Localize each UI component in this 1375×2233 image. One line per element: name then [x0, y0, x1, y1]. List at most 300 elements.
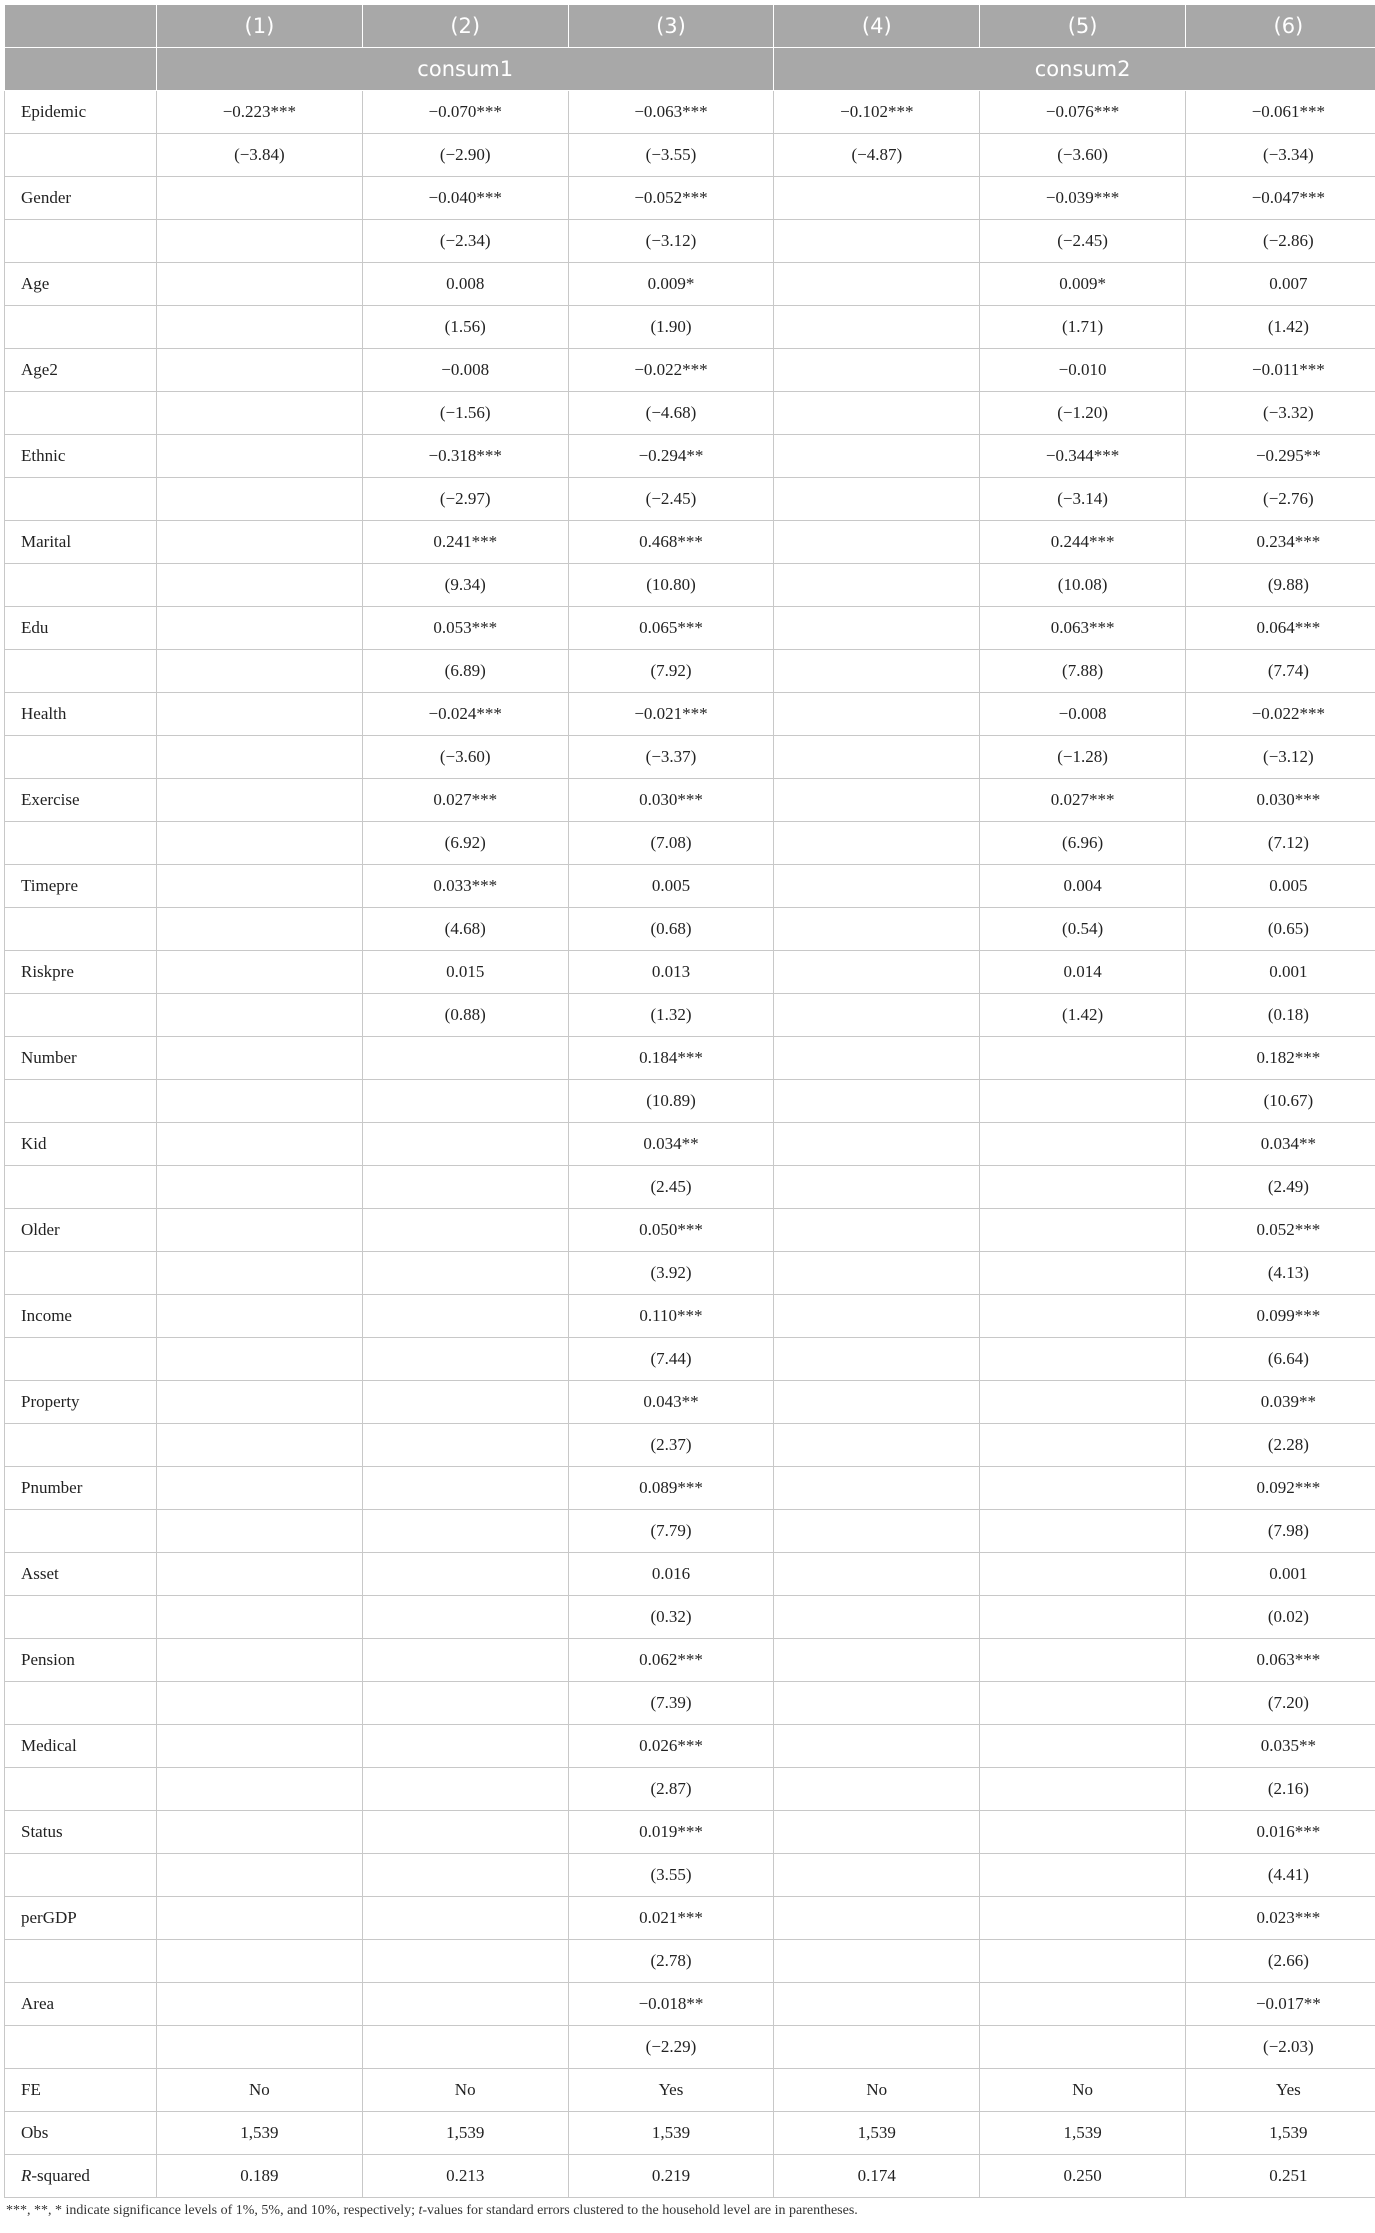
- cell-col-1: [157, 478, 363, 521]
- cell-col-5: [980, 1897, 1186, 1940]
- cell-col-2: 0.033***: [362, 865, 568, 908]
- cell-col-6: 0.092***: [1185, 1467, 1375, 1510]
- cell-col-1: [157, 435, 363, 478]
- row-label: Asset: [5, 1553, 157, 1596]
- cell-col-1: [157, 1682, 363, 1725]
- cell-col-2: (6.92): [362, 822, 568, 865]
- cell-col-3: (2.37): [568, 1424, 774, 1467]
- cell-col-5: [980, 1854, 1186, 1897]
- row-label: [5, 822, 157, 865]
- row-label: [5, 1854, 157, 1897]
- cell-col-4: 0.174: [774, 2155, 980, 2198]
- cell-col-3: Yes: [568, 2069, 774, 2112]
- cell-col-6: 0.251: [1185, 2155, 1375, 2198]
- header-col-6: (6): [1185, 5, 1375, 48]
- cell-col-6: 0.063***: [1185, 1639, 1375, 1682]
- row-label: Kid: [5, 1123, 157, 1166]
- header-col-4: (4): [774, 5, 980, 48]
- cell-col-1: [157, 1381, 363, 1424]
- cell-col-3: (1.90): [568, 306, 774, 349]
- cell-col-4: [774, 220, 980, 263]
- table-row: [5, 1424, 1375, 1467]
- cell-col-1: [157, 650, 363, 693]
- header-col-5: (5): [980, 5, 1186, 48]
- row-label: [5, 1510, 157, 1553]
- table-row: [5, 1725, 1375, 1768]
- cell-col-5: [980, 1037, 1186, 1080]
- table-row: [5, 1252, 1375, 1295]
- cell-col-6: 0.099***: [1185, 1295, 1375, 1338]
- row-label: Pension: [5, 1639, 157, 1682]
- table-row: [5, 951, 1375, 994]
- row-label: [5, 994, 157, 1037]
- cell-col-2: [362, 1080, 568, 1123]
- cell-col-1: [157, 1596, 363, 1639]
- cell-col-2: −0.024***: [362, 693, 568, 736]
- cell-col-3: (7.39): [568, 1682, 774, 1725]
- table-row: [5, 2112, 1375, 2155]
- cell-col-6: (9.88): [1185, 564, 1375, 607]
- row-label: Edu: [5, 607, 157, 650]
- cell-col-1: (−3.84): [157, 134, 363, 177]
- cell-col-4: [774, 822, 980, 865]
- cell-col-6: −0.017**: [1185, 1983, 1375, 2026]
- cell-col-1: [157, 392, 363, 435]
- table-row: [5, 1940, 1375, 1983]
- cell-col-5: [980, 1553, 1186, 1596]
- cell-col-5: [980, 1768, 1186, 1811]
- cell-col-6: 0.016***: [1185, 1811, 1375, 1854]
- cell-col-4: [774, 1639, 980, 1682]
- cell-col-3: 0.184***: [568, 1037, 774, 1080]
- cell-col-2: [362, 1295, 568, 1338]
- cell-col-2: −0.008: [362, 349, 568, 392]
- cell-col-6: (−3.12): [1185, 736, 1375, 779]
- table-row: [5, 908, 1375, 951]
- cell-col-3: (1.32): [568, 994, 774, 1037]
- cell-col-4: [774, 865, 980, 908]
- cell-col-5: −0.039***: [980, 177, 1186, 220]
- header-row-groups: [5, 48, 1375, 91]
- cell-col-6: (−2.03): [1185, 2026, 1375, 2069]
- cell-col-3: (−2.45): [568, 478, 774, 521]
- cell-col-3: (−2.29): [568, 2026, 774, 2069]
- cell-col-3: (2.78): [568, 1940, 774, 1983]
- cell-col-5: [980, 1811, 1186, 1854]
- cell-col-1: [157, 951, 363, 994]
- table-header: [5, 5, 1375, 91]
- cell-col-3: 0.050***: [568, 1209, 774, 1252]
- cell-col-4: [774, 263, 980, 306]
- cell-col-5: [980, 1252, 1186, 1295]
- cell-col-5: (−3.60): [980, 134, 1186, 177]
- cell-col-6: (2.16): [1185, 1768, 1375, 1811]
- row-label: [5, 2026, 157, 2069]
- cell-col-2: [362, 1338, 568, 1381]
- cell-col-1: No: [157, 2069, 363, 2112]
- cell-col-3: (−3.55): [568, 134, 774, 177]
- table-row: [5, 1553, 1375, 1596]
- cell-col-4: [774, 650, 980, 693]
- table-row: [5, 650, 1375, 693]
- row-label: Income: [5, 1295, 157, 1338]
- cell-col-5: [980, 1983, 1186, 2026]
- cell-col-2: [362, 1940, 568, 1983]
- cell-col-3: (3.55): [568, 1854, 774, 1897]
- cell-col-1: [157, 1940, 363, 1983]
- cell-col-5: (−2.45): [980, 220, 1186, 263]
- cell-col-5: 0.004: [980, 865, 1186, 908]
- cell-col-6: 0.064***: [1185, 607, 1375, 650]
- cell-col-5: [980, 1381, 1186, 1424]
- cell-col-1: [157, 1639, 363, 1682]
- cell-col-4: [774, 1940, 980, 1983]
- cell-col-5: −0.010: [980, 349, 1186, 392]
- cell-col-5: 1,539: [980, 2112, 1186, 2155]
- table-row: [5, 1123, 1375, 1166]
- cell-col-4: [774, 1811, 980, 1854]
- table-row: [5, 521, 1375, 564]
- row-label: [5, 1682, 157, 1725]
- cell-col-1: [157, 521, 363, 564]
- table-row: [5, 865, 1375, 908]
- row-label: Age: [5, 263, 157, 306]
- cell-col-3: 0.089***: [568, 1467, 774, 1510]
- table-row: [5, 1080, 1375, 1123]
- cell-col-5: [980, 1295, 1186, 1338]
- cell-col-6: (2.49): [1185, 1166, 1375, 1209]
- cell-col-3: (7.79): [568, 1510, 774, 1553]
- table-row: [5, 1811, 1375, 1854]
- table-row: [5, 220, 1375, 263]
- cell-col-5: [980, 1338, 1186, 1381]
- cell-col-4: [774, 1725, 980, 1768]
- cell-col-6: (7.12): [1185, 822, 1375, 865]
- cell-col-5: [980, 1467, 1186, 1510]
- cell-col-6: (0.65): [1185, 908, 1375, 951]
- row-label: [5, 650, 157, 693]
- cell-col-4: [774, 1983, 980, 2026]
- cell-col-6: (0.02): [1185, 1596, 1375, 1639]
- cell-col-1: [157, 865, 363, 908]
- row-label: Marital: [5, 521, 157, 564]
- row-label: Exercise: [5, 779, 157, 822]
- cell-col-6: (7.98): [1185, 1510, 1375, 1553]
- cell-col-5: (−3.14): [980, 478, 1186, 521]
- cell-col-5: (−1.28): [980, 736, 1186, 779]
- cell-col-4: [774, 177, 980, 220]
- cell-col-2: [362, 1037, 568, 1080]
- row-label: [5, 306, 157, 349]
- header-col-2: (2): [362, 5, 568, 48]
- row-label: Status: [5, 1811, 157, 1854]
- cell-col-1: [157, 1510, 363, 1553]
- cell-col-1: [157, 779, 363, 822]
- cell-col-5: 0.014: [980, 951, 1186, 994]
- cell-col-1: [157, 2026, 363, 2069]
- table-row: [5, 177, 1375, 220]
- cell-col-1: 0.189: [157, 2155, 363, 2198]
- row-label: [5, 478, 157, 521]
- cell-col-4: [774, 1510, 980, 1553]
- cell-col-6: −0.061***: [1185, 91, 1375, 134]
- cell-col-1: [157, 1209, 363, 1252]
- cell-col-4: [774, 1037, 980, 1080]
- cell-col-6: 1,539: [1185, 2112, 1375, 2155]
- row-label: [5, 1252, 157, 1295]
- row-label: Property: [5, 1381, 157, 1424]
- row-label: Ethnic: [5, 435, 157, 478]
- table-row: [5, 1381, 1375, 1424]
- cell-col-6: (−2.86): [1185, 220, 1375, 263]
- table-row: [5, 1510, 1375, 1553]
- cell-col-2: [362, 1510, 568, 1553]
- cell-col-4: [774, 435, 980, 478]
- row-label: [5, 908, 157, 951]
- row-label: FE: [5, 2069, 157, 2112]
- table-row: [5, 2069, 1375, 2112]
- cell-col-6: (7.20): [1185, 1682, 1375, 1725]
- cell-col-2: [362, 1252, 568, 1295]
- cell-col-4: [774, 2026, 980, 2069]
- cell-col-3: (0.32): [568, 1596, 774, 1639]
- table-row: [5, 349, 1375, 392]
- table-row: [5, 994, 1375, 1037]
- cell-col-2: [362, 2026, 568, 2069]
- table-row: [5, 1166, 1375, 1209]
- footnote-text-2: -values for standard errors clustered to the household level are in parentheses.: [422, 2203, 858, 2218]
- cell-col-2: [362, 1854, 568, 1897]
- cell-col-3: 0.034**: [568, 1123, 774, 1166]
- row-label: Health: [5, 693, 157, 736]
- table-row: [5, 779, 1375, 822]
- cell-col-2: [362, 1725, 568, 1768]
- cell-col-3: (0.68): [568, 908, 774, 951]
- cell-col-4: [774, 951, 980, 994]
- cell-col-1: [157, 693, 363, 736]
- cell-col-3: 1,539: [568, 2112, 774, 2155]
- cell-col-4: [774, 1553, 980, 1596]
- cell-col-3: (10.80): [568, 564, 774, 607]
- cell-col-4: [774, 564, 980, 607]
- row-label: Medical: [5, 1725, 157, 1768]
- cell-col-1: [157, 349, 363, 392]
- cell-col-4: [774, 392, 980, 435]
- cell-col-3: 0.219: [568, 2155, 774, 2198]
- cell-col-6: 0.007: [1185, 263, 1375, 306]
- cell-col-1: [157, 306, 363, 349]
- cell-col-3: 0.009*: [568, 263, 774, 306]
- cell-col-2: [362, 1467, 568, 1510]
- table-row: [5, 1682, 1375, 1725]
- table-row: [5, 822, 1375, 865]
- cell-col-2: [362, 1768, 568, 1811]
- cell-col-3: (7.92): [568, 650, 774, 693]
- cell-col-2: (6.89): [362, 650, 568, 693]
- cell-col-4: 1,539: [774, 2112, 980, 2155]
- cell-col-1: [157, 263, 363, 306]
- cell-col-3: (7.44): [568, 1338, 774, 1381]
- cell-col-2: (−2.97): [362, 478, 568, 521]
- cell-col-1: [157, 564, 363, 607]
- table-row: [5, 736, 1375, 779]
- cell-col-3: 0.065***: [568, 607, 774, 650]
- footnote-text-1: ***, **, * indicate significance levels of 1%, 5%, and 10%, respectively;: [6, 2203, 419, 2218]
- cell-col-2: 0.241***: [362, 521, 568, 564]
- cell-col-1: [157, 1166, 363, 1209]
- cell-col-3: 0.110***: [568, 1295, 774, 1338]
- cell-col-5: [980, 1510, 1186, 1553]
- cell-col-6: 0.182***: [1185, 1037, 1375, 1080]
- cell-col-5: (6.96): [980, 822, 1186, 865]
- cell-col-2: [362, 1983, 568, 2026]
- cell-col-1: [157, 1467, 363, 1510]
- cell-col-6: (6.64): [1185, 1338, 1375, 1381]
- header-row-columns: [5, 5, 1375, 48]
- cell-col-1: [157, 1811, 363, 1854]
- cell-col-3: 0.062***: [568, 1639, 774, 1682]
- cell-col-6: Yes: [1185, 2069, 1375, 2112]
- cell-col-5: (0.54): [980, 908, 1186, 951]
- row-label: Timepre: [5, 865, 157, 908]
- cell-col-6: 0.023***: [1185, 1897, 1375, 1940]
- row-label: [5, 564, 157, 607]
- cell-col-4: [774, 1080, 980, 1123]
- cell-col-4: [774, 1209, 980, 1252]
- row-label: R-squared: [5, 2155, 157, 2198]
- row-label: [5, 134, 157, 177]
- table-row: [5, 306, 1375, 349]
- cell-col-3: −0.021***: [568, 693, 774, 736]
- row-label: [5, 1080, 157, 1123]
- cell-col-6: −0.295**: [1185, 435, 1375, 478]
- cell-col-4: [774, 607, 980, 650]
- row-label: Epidemic: [5, 91, 157, 134]
- header-group-consum2: consum2: [774, 48, 1375, 91]
- table-row: [5, 1209, 1375, 1252]
- cell-col-3: 0.021***: [568, 1897, 774, 1940]
- cell-col-6: −0.022***: [1185, 693, 1375, 736]
- row-label: Gender: [5, 177, 157, 220]
- cell-col-2: [362, 1381, 568, 1424]
- cell-col-4: [774, 994, 980, 1037]
- cell-col-1: [157, 177, 363, 220]
- header-corner: [5, 5, 157, 48]
- cell-col-2: (−1.56): [362, 392, 568, 435]
- cell-col-3: −0.294**: [568, 435, 774, 478]
- cell-col-3: (3.92): [568, 1252, 774, 1295]
- row-label: [5, 1166, 157, 1209]
- cell-col-4: No: [774, 2069, 980, 2112]
- cell-col-6: (−3.32): [1185, 392, 1375, 435]
- cell-col-1: [157, 1983, 363, 2026]
- cell-col-1: 1,539: [157, 2112, 363, 2155]
- cell-col-6: 0.001: [1185, 951, 1375, 994]
- cell-col-1: [157, 822, 363, 865]
- cell-col-3: 0.016: [568, 1553, 774, 1596]
- cell-col-3: (2.45): [568, 1166, 774, 1209]
- cell-col-4: [774, 908, 980, 951]
- cell-col-5: [980, 1682, 1186, 1725]
- cell-col-2: [362, 1897, 568, 1940]
- cell-col-4: (−4.87): [774, 134, 980, 177]
- table-row: [5, 2155, 1375, 2198]
- cell-col-5: [980, 1424, 1186, 1467]
- cell-col-6: −0.047***: [1185, 177, 1375, 220]
- cell-col-6: (2.66): [1185, 1940, 1375, 1983]
- cell-col-4: [774, 1424, 980, 1467]
- cell-col-1: [157, 1295, 363, 1338]
- table-row: [5, 1983, 1375, 2026]
- cell-col-6: 0.034**: [1185, 1123, 1375, 1166]
- cell-col-3: −0.063***: [568, 91, 774, 134]
- table-row: [5, 91, 1375, 134]
- cell-col-5: [980, 1596, 1186, 1639]
- table-row: [5, 1596, 1375, 1639]
- cell-col-4: [774, 1682, 980, 1725]
- row-label: [5, 1596, 157, 1639]
- table-row: [5, 1037, 1375, 1080]
- row-label: Obs: [5, 2112, 157, 2155]
- cell-col-6: (−2.76): [1185, 478, 1375, 521]
- cell-col-5: 0.244***: [980, 521, 1186, 564]
- cell-col-2: −0.070***: [362, 91, 568, 134]
- cell-col-2: 0.053***: [362, 607, 568, 650]
- cell-col-6: 0.001: [1185, 1553, 1375, 1596]
- cell-col-4: [774, 1295, 980, 1338]
- cell-col-6: (0.18): [1185, 994, 1375, 1037]
- cell-col-1: [157, 1252, 363, 1295]
- cell-col-3: −0.018**: [568, 1983, 774, 2026]
- cell-col-1: [157, 1553, 363, 1596]
- cell-col-3: (−4.68): [568, 392, 774, 435]
- table-body: [5, 91, 1375, 2198]
- row-label: Area: [5, 1983, 157, 2026]
- cell-col-2: (−2.90): [362, 134, 568, 177]
- cell-col-5: −0.344***: [980, 435, 1186, 478]
- cell-col-5: [980, 1725, 1186, 1768]
- table-row: [5, 2026, 1375, 2069]
- row-label: Riskpre: [5, 951, 157, 994]
- table-footnote: [4, 2203, 1371, 2219]
- header-group-blank: [5, 48, 157, 91]
- cell-col-2: [362, 1682, 568, 1725]
- cell-col-2: [362, 1596, 568, 1639]
- cell-col-2: 0.027***: [362, 779, 568, 822]
- cell-col-1: [157, 1897, 363, 1940]
- cell-col-4: [774, 1897, 980, 1940]
- table-row: [5, 1768, 1375, 1811]
- row-label: Number: [5, 1037, 157, 1080]
- cell-col-4: [774, 1467, 980, 1510]
- cell-col-6: (−3.34): [1185, 134, 1375, 177]
- cell-col-2: (−2.34): [362, 220, 568, 263]
- cell-col-3: (2.87): [568, 1768, 774, 1811]
- cell-col-2: [362, 1123, 568, 1166]
- cell-col-5: (10.08): [980, 564, 1186, 607]
- cell-col-4: [774, 693, 980, 736]
- row-label: Pnumber: [5, 1467, 157, 1510]
- cell-col-4: [774, 1381, 980, 1424]
- regression-table-figure: [4, 4, 1371, 2219]
- cell-col-5: [980, 2026, 1186, 2069]
- cell-col-5: (7.88): [980, 650, 1186, 693]
- cell-col-2: 1,539: [362, 2112, 568, 2155]
- table-row: [5, 263, 1375, 306]
- cell-col-2: [362, 1424, 568, 1467]
- cell-col-6: 0.005: [1185, 865, 1375, 908]
- cell-col-3: −0.022***: [568, 349, 774, 392]
